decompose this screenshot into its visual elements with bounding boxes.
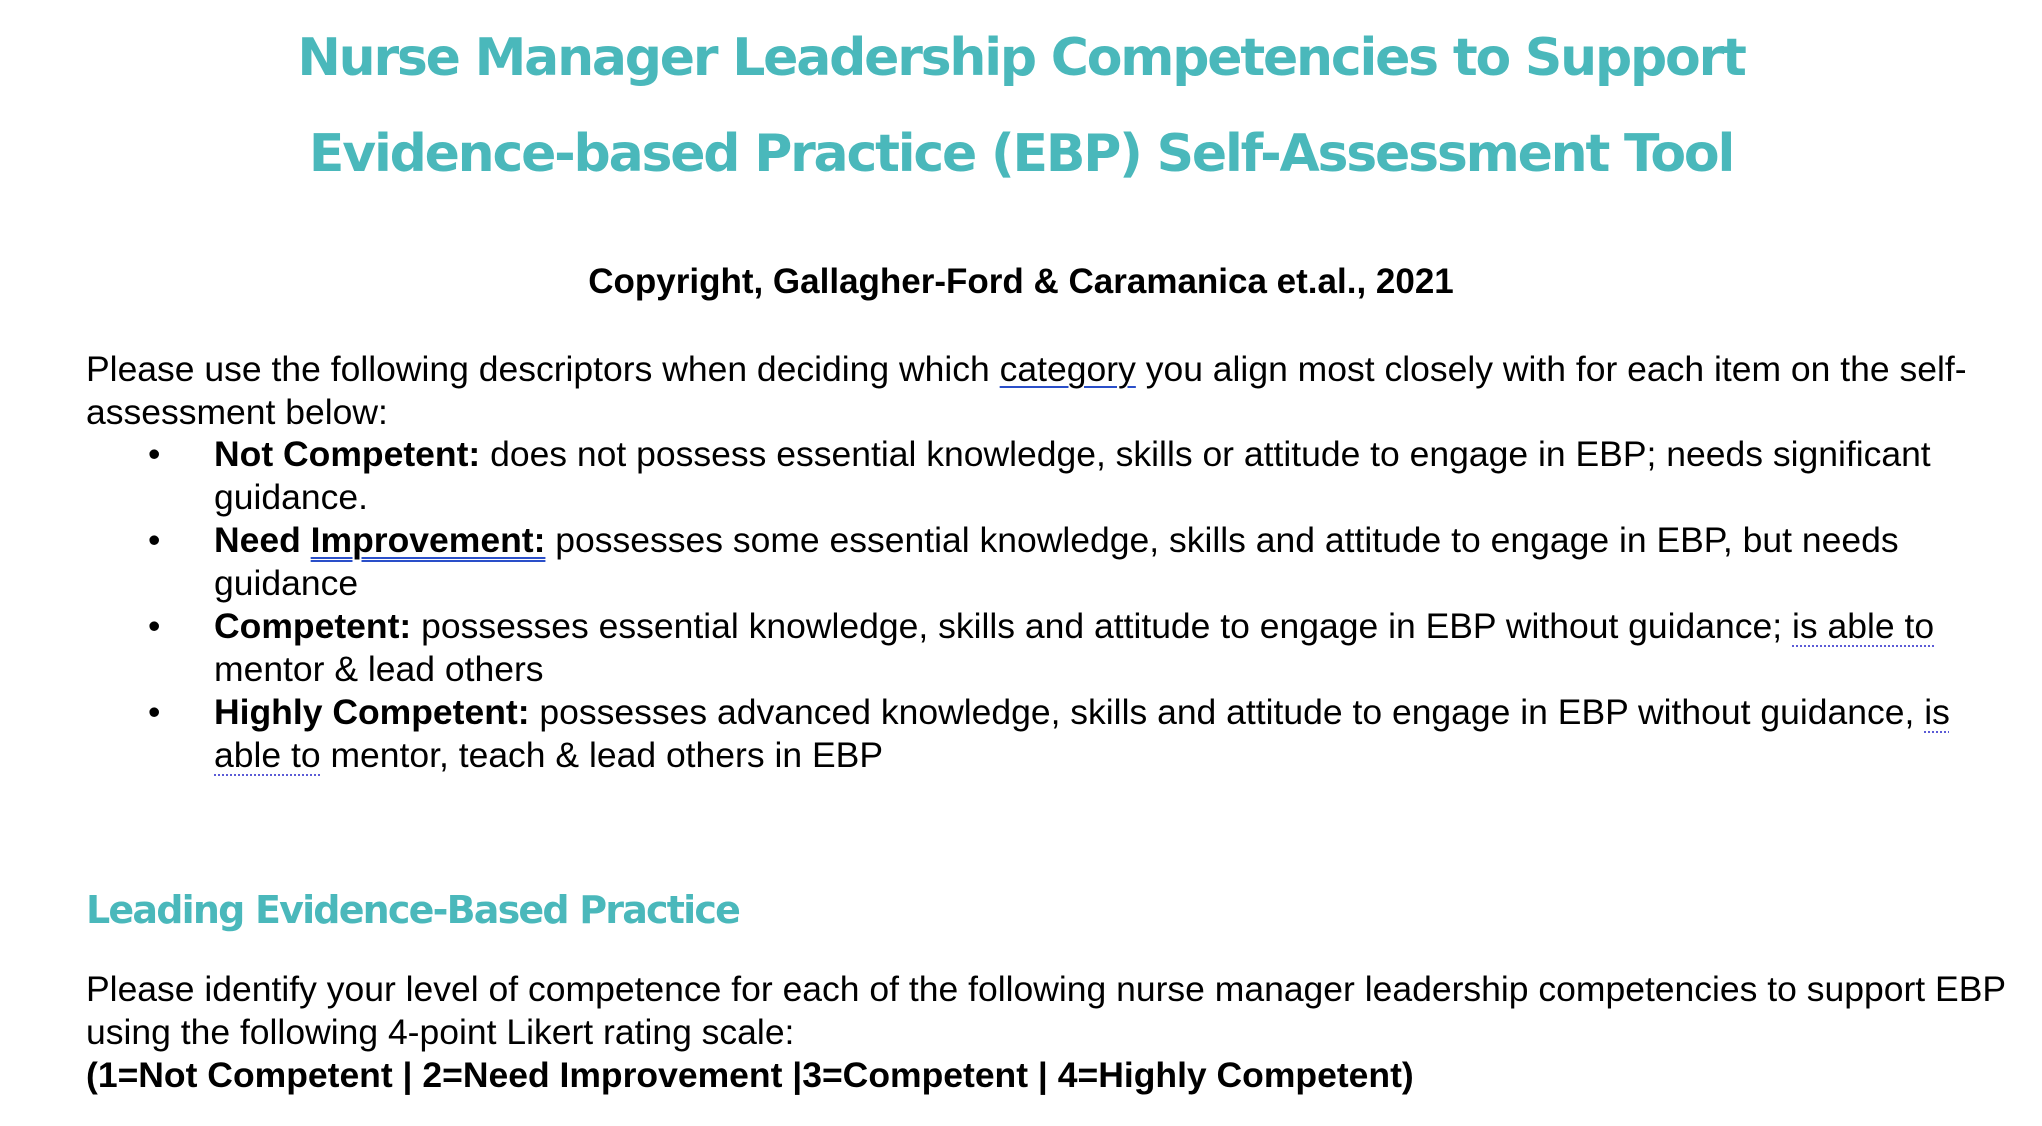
- copyright-notice: Copyright, Gallagher-Ford & Caramanica et.al., 2021: [588, 262, 1454, 301]
- bullet-icon: •: [148, 606, 161, 646]
- descriptor-text: possesses advanced knowledge, skills and attitude to engage in EBP without guidance,: [529, 692, 1925, 732]
- intro-category-word: category: [999, 349, 1136, 389]
- descriptor-need-improvement: [0, 519, 2042, 605]
- descriptor-text-end: mentor & lead others: [214, 649, 544, 689]
- descriptor-not-competent: [0, 433, 2042, 519]
- section-heading: Leading Evidence-Based Practice: [86, 888, 740, 932]
- likert-scale-legend: (1=Not Competent | 2=Need Improvement |3=Competent | 4=Highly Competent): [86, 1055, 1414, 1095]
- bullet-icon: •: [148, 692, 161, 732]
- descriptor-term-prefix: Need: [214, 520, 311, 560]
- intro-paragraph: [86, 348, 2006, 434]
- document-title-line-1: Nurse Manager Leadership Competencies to Support: [297, 28, 1745, 88]
- descriptor-highly-competent: [0, 691, 2042, 777]
- descriptor-competent: [0, 605, 2042, 691]
- descriptor-text: does not possess essential knowledge, skills or attitude to engage in EBP; needs significant guidance.: [214, 434, 1931, 517]
- document-title-line-2: Evidence-based Practice (EBP) Self-Assessment Tool: [308, 124, 1734, 184]
- grammar-flagged-phrase: is able to: [1792, 606, 1935, 646]
- grammar-flagged-phrase: is able to: [214, 692, 1950, 775]
- descriptor-list: [0, 433, 2042, 777]
- descriptor-text: possesses essential knowledge, skills and attitude to engage in EBP without guidance;: [411, 606, 1792, 646]
- descriptor-text-end: mentor, teach & lead others in EBP: [320, 735, 883, 775]
- likert-instructions: Please identify your level of competence for each of the following nurse manager leadership competencies to support EBP using the following 4-point Likert rating scale:: [86, 969, 2006, 1052]
- bullet-icon: •: [148, 520, 161, 560]
- descriptor-term: Not Competent:: [214, 434, 481, 474]
- descriptor-term-underlined: Improvement:: [310, 520, 546, 560]
- intro-text-start: Please use the following descriptors when deciding which: [86, 349, 1000, 389]
- descriptor-text: possesses some essential knowledge, skills and attitude to engage in EBP, but needs guidance: [214, 520, 1899, 603]
- descriptor-term: Competent:: [214, 606, 412, 646]
- descriptor-term: Highly Competent:: [214, 692, 530, 732]
- bullet-icon: •: [148, 434, 161, 474]
- intro-text-end: you align most closely with for each item on the self-assessment below:: [86, 349, 1967, 432]
